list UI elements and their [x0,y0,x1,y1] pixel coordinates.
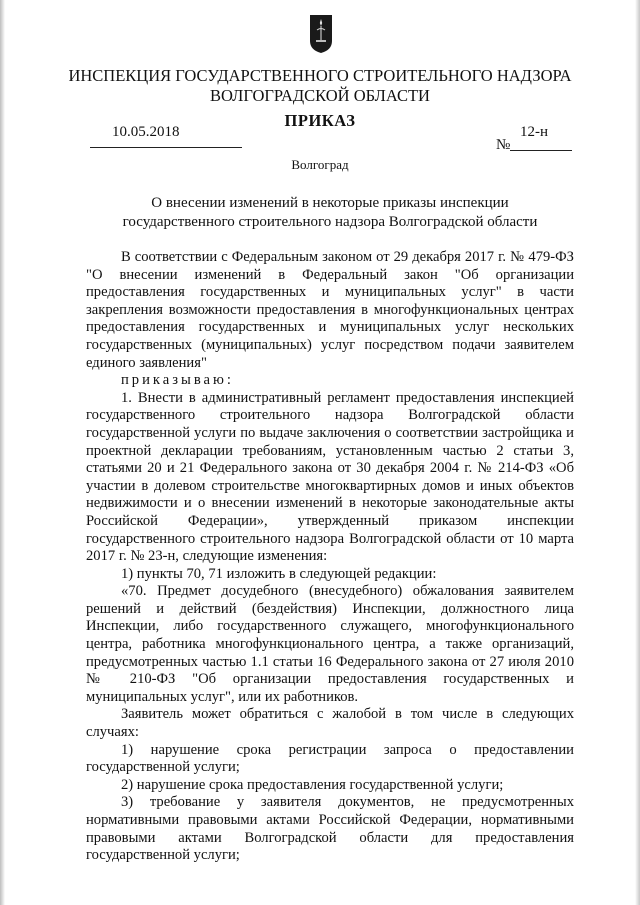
case-3-paragraph: 3) требование у заявителя документов, не предусмотренных нормативными правовыми актами Российской Федерации, нормативными правовыми актами Волгоградской области для предоставления государственной услуги; [86,794,574,864]
volgograd-coat-of-arms-icon [309,14,333,54]
order-word: приказываю: [121,372,234,389]
complaint-cases-paragraph: Заявитель может обратиться с жалобой в том числе в следующих случаях: [86,706,574,741]
scan-edge-left [0,0,5,905]
order-body [86,249,574,865]
case-1-paragraph: 1) нарушение срока регистрации запроса о предоставлении государственной услуги; [86,741,574,776]
case-2-paragraph: 2) нарушение срока предоставления государственной услуги; [121,776,504,793]
order-date: 10.05.2018 [112,124,180,140]
preamble-paragraph: В соответствии с Федеральным законом от 29 декабря 2017 г. № 479-ФЗ "О внесении изменений в Федеральный закон "Об организации предоставления государственных и муниципальных услуг" в части закрепления возможности предоставления в многофункциональных центрах предоставления государственных и муниципальных услуг нескольких государственных (муниципальных) услуг посредством подачи заявителем единого заявления" [86,249,574,371]
number-underline [510,150,572,151]
organization-name-line2: ВОЛГОГРАДСКОЙ ОБЛАСТИ [210,86,430,105]
subclause-1-paragraph: 1) пункты 70, 71 изложить в следующей редакции: [121,565,437,582]
item-70-paragraph: «70. Предмет досудебного (внесудебного) обжалования заявителем решений и действий (бездействия) Инспекции, должностного лица Инспекции, либо государственного служащего, многофункционального центра, работника многофункционального центра, а также организаций, предусмотренных частью 1.1 статьи 16 Федерального закона от 27 июля 2010 № 210-ФЗ "Об организации предоставления государственных и муниципальных услуг", или их работников. [86,583,574,705]
clause-1-paragraph: 1. Внести в административный регламент предоставления инспекцией государственного строительного надзора Волгоградской области государственной услуги по выдаче заключения о соответствии застройщика и проектной декларации требованиям, установленным частью 2 статьи 3, статьями 20 и 21 Федерального закона от 30 декабря 2004 г. № 214-ФЗ «Об участии в долевом строительстве многоквартирных домов и иных объектов недвижимости и о внесении изменений в некоторые законодательные акты Российской Федерации», утвержденный приказом инспекции государственного строительного надзора Волгоградской области от 10 марта 2017 г. № 23-н, следующие изменения: [86,389,574,565]
number-sign: № [496,137,511,153]
document-type: ПРИКАЗ [284,111,356,130]
order-subject [100,194,560,232]
subject-line1: О внесении изменений в некоторые приказы инспекции [151,195,509,211]
city: Волгоград [291,157,349,172]
subject-line2: государственного строительного надзора Волгоградской области [122,214,538,230]
organization-name-line1: ИНСПЕКЦИЯ ГОСУДАРСТВЕННОГО СТРОИТЕЛЬНОГО НАДЗОРА [68,66,572,85]
date-underline [90,147,242,148]
scan-edge-right [635,0,640,905]
order-number: 12-н [520,124,549,140]
